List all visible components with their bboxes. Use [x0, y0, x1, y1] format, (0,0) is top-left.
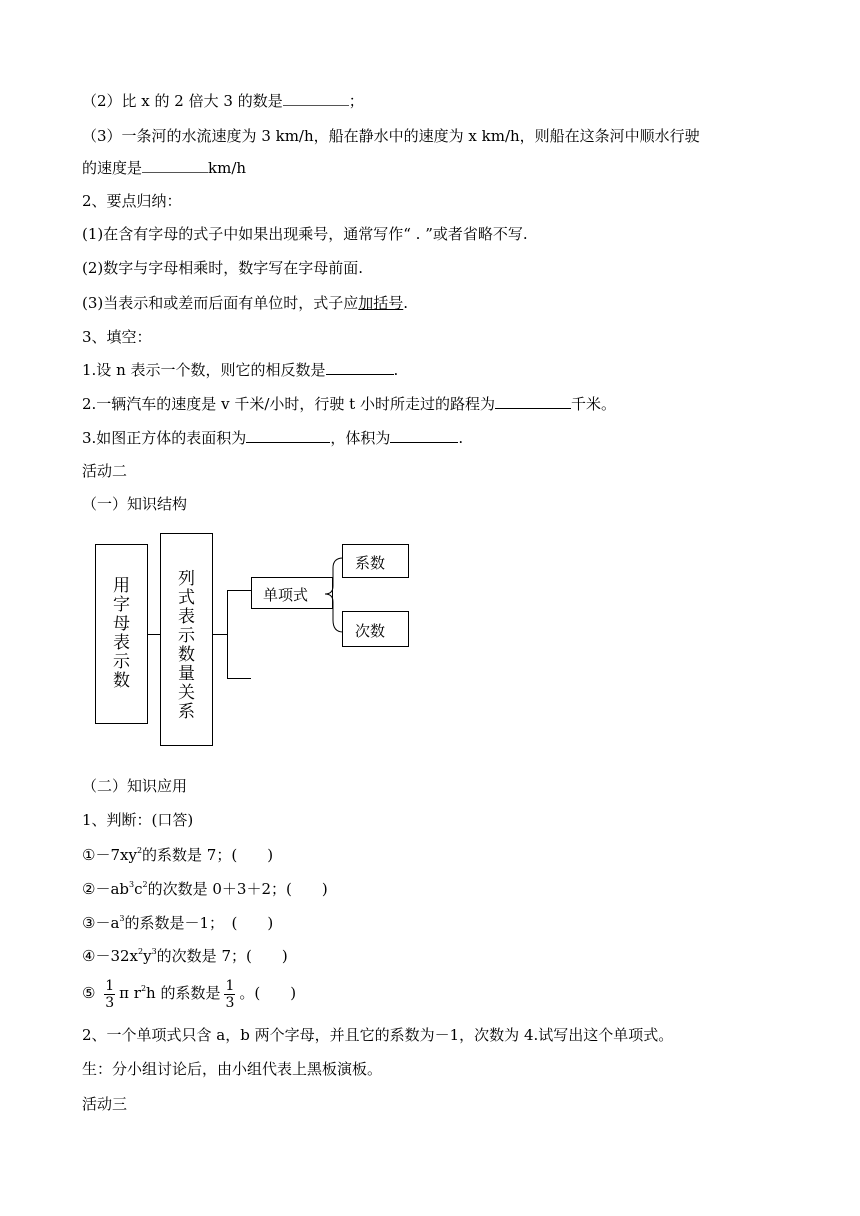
- judge-item-2: $②-ab^3c^2$的次数是 0＋3＋2；( ): [82, 880, 328, 898]
- judge-item-3: $③-a^3$的系数是－1； ( ): [82, 914, 274, 932]
- answer-blank: [283, 91, 349, 106]
- answer-blank: [495, 394, 571, 409]
- connector-line: [213, 634, 227, 635]
- question-text: （2）比 x 的 2 倍大 3 的数是: [82, 92, 283, 110]
- rule-text: (3)当表示和或差而后面有单位时，式子应: [82, 294, 359, 312]
- question-text: 2.一辆汽车的速度是 v 千米/小时，行驶 t 小时所走过的路程为: [82, 395, 495, 413]
- unit-text: km/h: [208, 159, 247, 177]
- question-title: 1、判断：(口答): [82, 811, 194, 829]
- section-heading: 3、填空：: [82, 328, 152, 346]
- activity-heading: 活动二: [82, 462, 128, 480]
- item-3-line1: （3）一条河的水流速度为 3 km/h，船在静水中的速度为 x km/h，则船在这条河中顺水行驶: [82, 127, 700, 145]
- punctuation: .: [458, 429, 464, 447]
- box-letters-represent-numbers: [95, 544, 148, 724]
- rule-1: (1)在含有字母的式子中如果出现乘号，通常写作“ . ”或者省略不写.: [82, 225, 528, 243]
- rule-3: [82, 293, 408, 313]
- box-label: 列 式 表 示 数 量 关 系: [178, 569, 195, 722]
- box-label: 单项式: [263, 586, 309, 604]
- student-note: 生：分小组讨论后，由小组代表上黑板演板。: [82, 1060, 383, 1078]
- box-label: 用 字 母 表 示 数: [113, 576, 130, 691]
- connector-line: [227, 590, 251, 591]
- connector-line: [148, 634, 160, 635]
- underlined-term: 加括号: [358, 294, 404, 312]
- rule-2: (2)数字与字母相乘时，数字写在字母前面.: [82, 259, 364, 277]
- fraction: $\frac{1}{3}$: [105, 977, 115, 1011]
- fill-3: [82, 428, 463, 448]
- question-text: ，体积为: [330, 429, 391, 447]
- punctuation: .: [403, 294, 409, 312]
- judge-item-1: $①-7xy^2$的系数是 7；( ): [82, 846, 274, 864]
- punctuation: ；: [348, 92, 364, 110]
- item-3-line2: [82, 158, 246, 178]
- judge-item-4: $④-32x^2y^3$的次数是 7；( ): [82, 947, 288, 965]
- fraction: $\frac{1}{3}$: [225, 977, 235, 1011]
- question-text: 的速度是: [82, 159, 143, 177]
- subsection-heading: （一）知识结构: [82, 495, 188, 513]
- box-label: 系数: [355, 554, 386, 572]
- box-degree: [342, 611, 409, 647]
- answer-blank: [142, 158, 208, 173]
- question-2: 2、一个单项式只含 a，b 两个字母，并且它的系数为－1，次数为 4.试写出这个单项式。: [82, 1026, 674, 1044]
- unit-text: 千米。: [570, 395, 616, 413]
- curly-brace: [313, 556, 345, 640]
- question-text: 1.设 n 表示一个数，则它的相反数是: [82, 361, 326, 379]
- answer-blank: [246, 428, 330, 443]
- punctuation: .: [393, 361, 399, 379]
- answer-blank: [326, 360, 394, 375]
- section-heading: 2、要点归纳：: [82, 192, 182, 210]
- question-text: 3.如图正方体的表面积为: [82, 429, 247, 447]
- connector-line: [227, 678, 251, 679]
- fill-2: [82, 394, 616, 414]
- box-coefficient: [342, 544, 409, 578]
- subsection-heading: （二）知识应用: [82, 777, 188, 795]
- fill-1: [82, 360, 398, 380]
- bracket-line: [227, 590, 228, 678]
- activity-heading: 活动三: [82, 1095, 128, 1113]
- box-expressions-quantity-relations: [160, 533, 213, 746]
- box-label: 次数: [355, 622, 386, 640]
- answer-blank: [390, 428, 458, 443]
- judge-item-5: ⑤ $\frac{1}{3}$ π $r^2h$ 的系数是 $\frac{1}{3}$ 。( ): [82, 977, 297, 1011]
- item-2: [82, 91, 364, 111]
